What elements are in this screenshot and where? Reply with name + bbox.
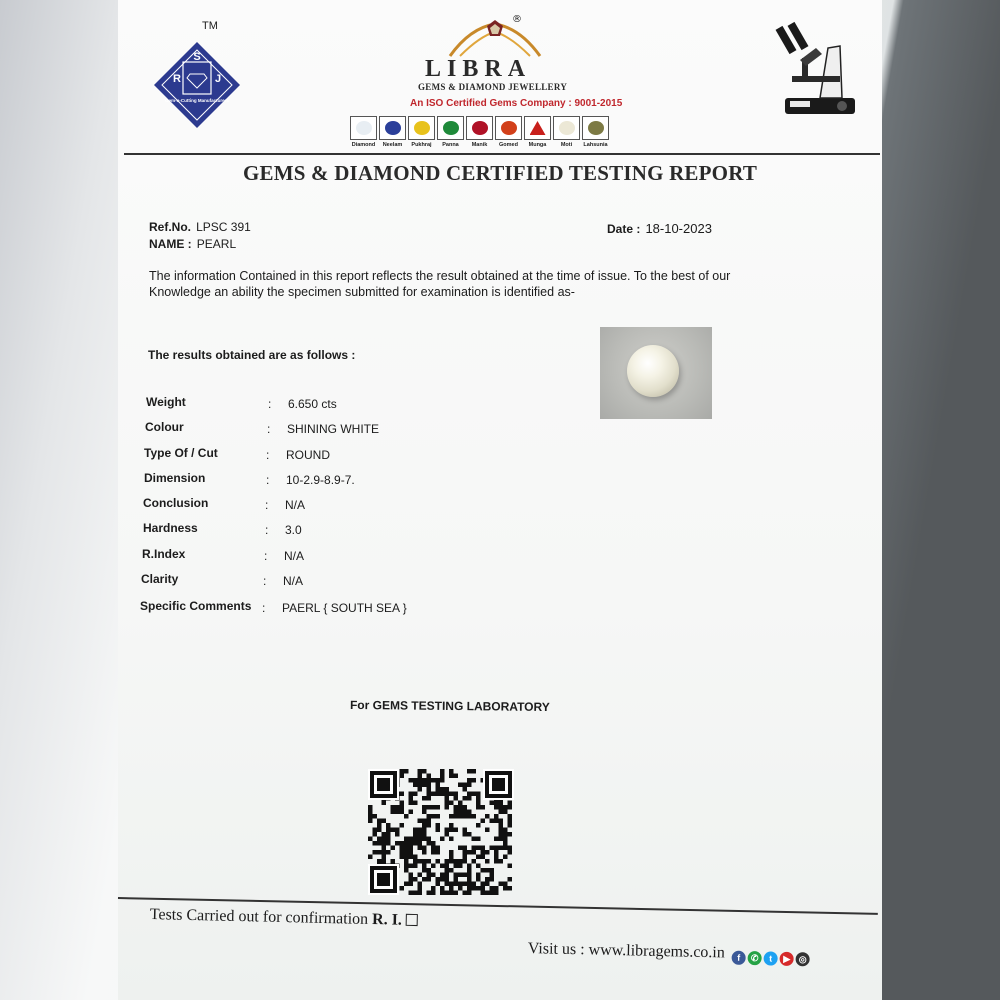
specimen-name bbox=[149, 233, 236, 252]
result-key: R.Index bbox=[142, 547, 186, 561]
gem-swatch bbox=[437, 116, 464, 140]
gem-label: Manik bbox=[471, 142, 488, 148]
checkbox-icon bbox=[406, 914, 418, 926]
result-separator: : bbox=[267, 422, 271, 436]
result-key: Clarity bbox=[141, 572, 179, 586]
gem-label: Munga bbox=[528, 142, 547, 148]
report-title: GEMS & DIAMOND CERTIFIED TESTING REPORT bbox=[242, 161, 758, 185]
date-label: Date : bbox=[607, 222, 641, 236]
brand-subtitle: GEMS & DIAMOND JEWELLERY bbox=[418, 82, 568, 92]
result-separator: : bbox=[264, 549, 268, 563]
result-value: N/A bbox=[284, 549, 305, 563]
result-value: ROUND bbox=[286, 448, 330, 462]
result-row bbox=[140, 599, 520, 619]
pearl-photo bbox=[600, 327, 712, 419]
result-value: PAERL { SOUTH SEA } bbox=[282, 601, 407, 615]
whatsapp-icon[interactable]: ✆ bbox=[748, 951, 762, 965]
intro-line-1: The information Contained in this report reflects the result obtained at the time of issue. To the best of our bbox=[149, 269, 731, 283]
name-value: PEARL bbox=[196, 237, 237, 251]
result-value: 3.0 bbox=[285, 523, 302, 537]
gem-stone-icon bbox=[414, 121, 430, 135]
result-value: 10-2.9-8.9-7. bbox=[286, 473, 355, 487]
result-key: Colour bbox=[145, 420, 184, 434]
gemstone-strip bbox=[350, 116, 609, 148]
date-value: 18-10-2023 bbox=[645, 221, 712, 236]
ref-value: LPSC 391 bbox=[196, 220, 251, 234]
gem-swatch bbox=[379, 116, 406, 140]
ref-label: Ref.No. bbox=[149, 220, 191, 234]
facebook-icon[interactable]: f bbox=[732, 951, 746, 965]
gem-munga bbox=[524, 116, 551, 148]
name-label: NAME : bbox=[149, 237, 192, 251]
gem-stone-icon bbox=[559, 121, 575, 135]
gem-pukhraj bbox=[408, 116, 435, 148]
gem-stone-icon bbox=[501, 121, 517, 135]
gem-swatch bbox=[553, 116, 580, 140]
gem-label: Lahsunia bbox=[583, 142, 608, 148]
result-key: Dimension bbox=[144, 471, 206, 485]
gem-neelam bbox=[379, 116, 406, 148]
gem-moti bbox=[553, 116, 580, 148]
svg-text:R: R bbox=[173, 73, 181, 85]
result-separator: : bbox=[265, 498, 269, 512]
result-separator: : bbox=[263, 574, 267, 588]
result-row bbox=[142, 547, 522, 567]
gem-manik bbox=[466, 116, 493, 148]
gem-label: Diamond bbox=[351, 142, 376, 148]
result-key: Hardness bbox=[143, 521, 198, 535]
result-separator: : bbox=[266, 473, 270, 487]
svg-text:J: J bbox=[214, 73, 222, 85]
gem-stone-icon bbox=[588, 121, 604, 135]
result-row bbox=[145, 420, 525, 440]
result-row bbox=[146, 395, 526, 415]
website-text[interactable]: Visit us : www.libragems.co.in bbox=[527, 940, 726, 962]
result-row bbox=[144, 446, 524, 466]
gem-swatch bbox=[466, 116, 493, 140]
result-value: N/A bbox=[283, 574, 304, 588]
result-row bbox=[143, 521, 523, 541]
gem-panna bbox=[437, 116, 464, 148]
gem-label: Pukhraj bbox=[411, 142, 432, 148]
result-separator: : bbox=[262, 601, 266, 615]
libra-crest-logo bbox=[440, 18, 550, 60]
result-key: Type Of / Cut bbox=[144, 446, 218, 460]
youtube-icon[interactable]: ▶ bbox=[780, 952, 794, 966]
result-separator: : bbox=[266, 448, 270, 462]
registered-mark: ® bbox=[512, 14, 522, 25]
result-row bbox=[141, 572, 521, 592]
pearl-image bbox=[627, 345, 679, 397]
report-date bbox=[607, 218, 712, 237]
gem-label: Moti bbox=[560, 142, 573, 148]
twitter-icon[interactable]: t bbox=[764, 951, 778, 965]
results-heading: The results obtained are as follows : bbox=[148, 348, 356, 362]
svg-text:S: S bbox=[193, 51, 201, 63]
microscope-image bbox=[770, 18, 860, 123]
gem-swatch bbox=[582, 116, 609, 140]
gem-swatch bbox=[408, 116, 435, 140]
result-row bbox=[144, 471, 524, 491]
result-key: Conclusion bbox=[143, 496, 209, 510]
result-value: N/A bbox=[285, 498, 306, 512]
result-separator: : bbox=[268, 397, 272, 411]
tests-text: Tests Carried out for confirmation bbox=[149, 906, 369, 928]
gem-stone-icon bbox=[472, 121, 488, 135]
result-value: 6.650 cts bbox=[288, 397, 337, 411]
gem-label: Neelam bbox=[382, 142, 403, 148]
gem-stone-icon bbox=[385, 121, 401, 135]
gem-swatch bbox=[350, 116, 377, 140]
intro-line-2: Knowledge an ability the specimen submitted for examination is identified as- bbox=[149, 285, 575, 299]
result-key: Weight bbox=[146, 395, 186, 409]
gem-stone-icon bbox=[356, 121, 372, 135]
result-separator: : bbox=[265, 523, 269, 537]
gem-label: Gomed bbox=[499, 142, 518, 148]
gem-lahsunia bbox=[582, 116, 609, 148]
srj-logo bbox=[152, 40, 242, 130]
trademark-mark: TM bbox=[202, 20, 218, 32]
gem-diamond bbox=[350, 116, 377, 148]
instagram-icon[interactable]: ◎ bbox=[796, 952, 810, 966]
header-divider bbox=[124, 153, 880, 155]
gem-stone-icon bbox=[530, 121, 546, 135]
gem-stone-icon bbox=[443, 121, 459, 135]
result-key: Specific Comments bbox=[140, 599, 252, 613]
tests-method: R. I. bbox=[371, 911, 403, 929]
gem-label: Panna bbox=[442, 142, 459, 148]
result-value: SHINING WHITE bbox=[287, 422, 379, 436]
gem-gomed bbox=[495, 116, 522, 148]
social-icons bbox=[732, 951, 810, 967]
svg-text:Gem-n-Cutting Manufacturers: Gem-n-Cutting Manufacturers bbox=[165, 98, 229, 103]
qr-code bbox=[368, 769, 514, 895]
gem-swatch bbox=[495, 116, 522, 140]
gem-swatch bbox=[524, 116, 551, 140]
result-row bbox=[143, 496, 523, 516]
iso-certification: An ISO Certified Gems Company : 9001-2015 bbox=[410, 98, 623, 109]
brand-name: LIBRA bbox=[425, 56, 532, 82]
lab-signature-line: For GEMS TESTING LABORATORY bbox=[349, 697, 550, 715]
intro-paragraph bbox=[149, 268, 759, 300]
